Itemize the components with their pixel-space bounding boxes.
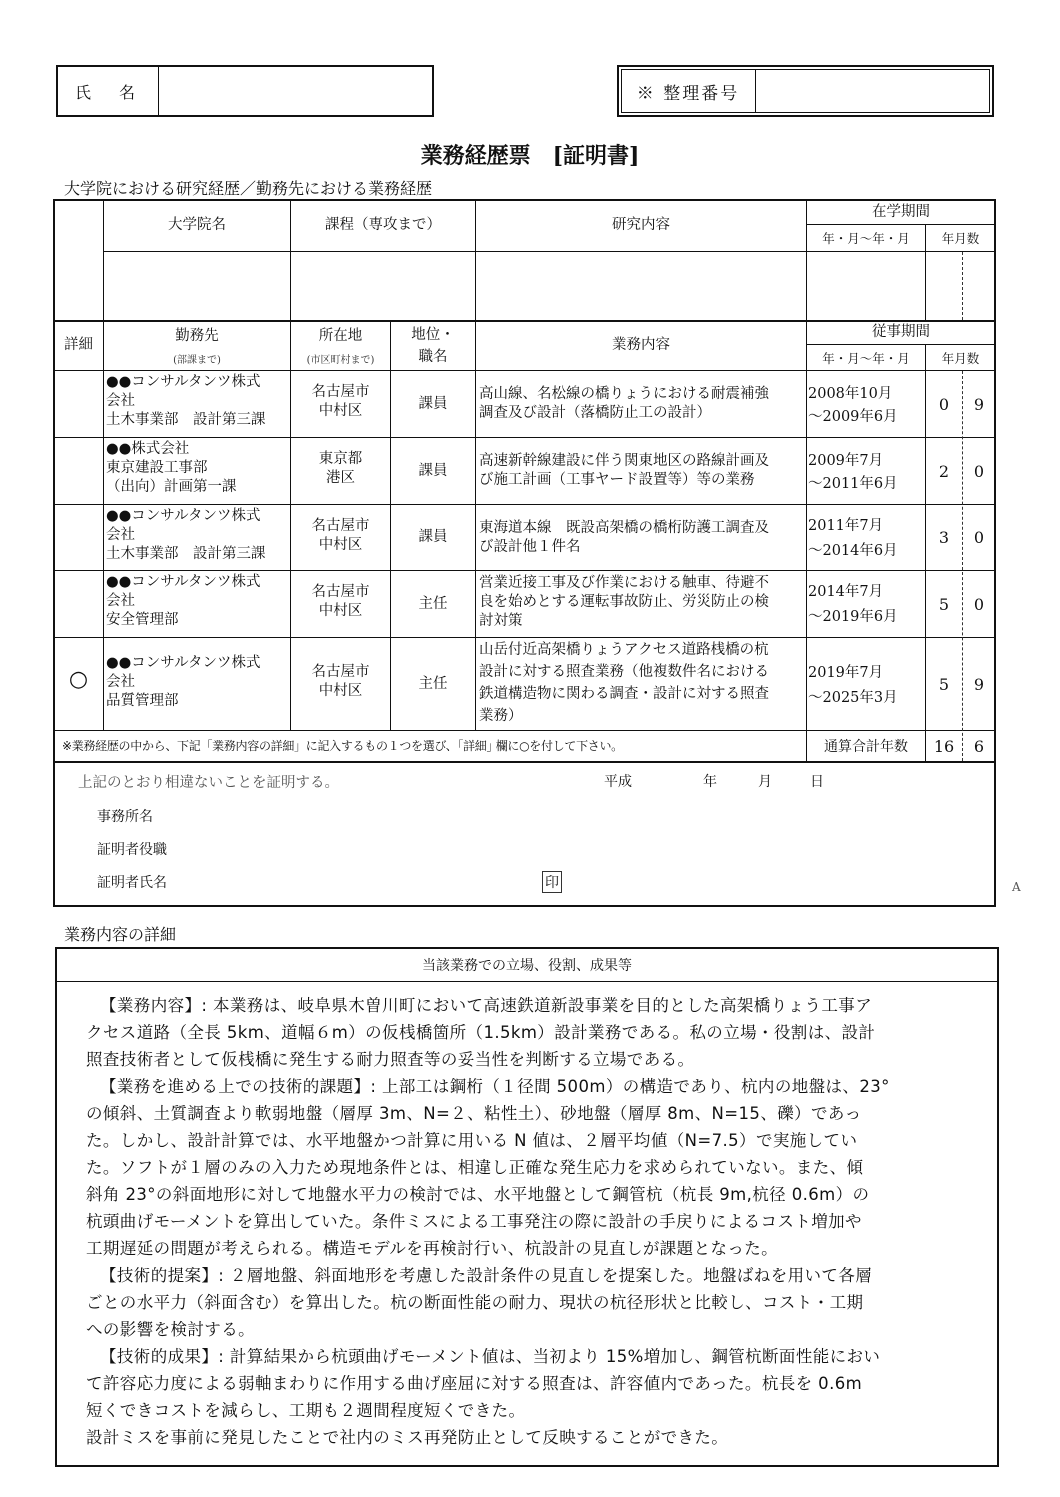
row-years: 2 bbox=[938, 461, 950, 481]
ref-divider bbox=[755, 69, 756, 113]
employer-line: ●●コンサルタンツ株式 bbox=[106, 574, 261, 590]
location-header: 所在地 bbox=[318, 327, 363, 344]
row-content bbox=[479, 641, 805, 726]
details-line: 設計ミスを事前に発見したことで社内のミス再発防止として反映することができた。 bbox=[86, 1428, 729, 1447]
col-position-right bbox=[475, 200, 476, 730]
detail-header: 詳細 bbox=[64, 337, 93, 353]
row-position: 主任 bbox=[418, 595, 448, 612]
name-field[interactable] bbox=[160, 67, 430, 115]
certify-era: 平成 bbox=[604, 774, 632, 790]
row-content bbox=[479, 452, 805, 490]
location-line: 中村区 bbox=[318, 683, 363, 699]
ref-label: ※ 整理番号 bbox=[636, 83, 740, 104]
col-content-right bbox=[806, 200, 807, 761]
details-line: た。しかし、設計計算では、水平地盤かつ計算に用いる N 値は、２層平均値（N=7.5）で実施してい bbox=[86, 1131, 858, 1150]
location-line: 中村区 bbox=[318, 537, 363, 553]
details-line: た。ソフトが１層のみの入力ため現地条件とは、相違し正確な発生応力を求められていない。また、傾 bbox=[86, 1158, 864, 1177]
row-period bbox=[808, 452, 925, 494]
content-line: び施工計画（工事ヤード設置等）等の業務 bbox=[479, 472, 755, 488]
row-months: 9 bbox=[973, 394, 985, 414]
ref-field[interactable] bbox=[757, 71, 987, 111]
location-line: 東京都 bbox=[318, 451, 363, 467]
content-line: 高速新幹線建設に伴う関東地区の路線計画及 bbox=[479, 453, 769, 469]
row-detail-mark[interactable] bbox=[54, 505, 103, 570]
row-location bbox=[291, 663, 390, 701]
grad-range-header: 年・月～年・月 bbox=[822, 231, 910, 246]
details-section-title: 業務内容の詳細 bbox=[64, 925, 177, 944]
period-from: 2011年7月 bbox=[808, 518, 884, 534]
row-location bbox=[291, 383, 390, 421]
row-position: 主任 bbox=[418, 675, 448, 692]
row-content bbox=[479, 519, 805, 557]
content-line: 設計に対する照査業務（他複数件名における bbox=[479, 664, 769, 680]
work-years-header: 年月数 bbox=[941, 350, 980, 366]
content-line: 討対策 bbox=[479, 613, 523, 629]
row2-bottom bbox=[54, 504, 995, 505]
row-years: 0 bbox=[938, 394, 950, 414]
period-from: 2019年7月 bbox=[808, 665, 884, 681]
details-line: 斜角 23°の斜面地形に対して地盤水平力の検討では、水平地盤として鋼管杭（杭長 9m,杭径 0.6m）の bbox=[86, 1185, 870, 1204]
employer-line: ●●コンサルタンツ株式 bbox=[106, 374, 261, 390]
certify-month: 月 bbox=[758, 774, 772, 790]
content-line: 調査及び設計（落橋防止工の設計） bbox=[479, 405, 711, 421]
row-employer bbox=[106, 440, 290, 497]
certify-role-label: 証明者役職 bbox=[97, 842, 167, 858]
employer-line: 土木事業部 設計第三課 bbox=[106, 546, 266, 562]
details-line: 【技術的成果】: 計算結果から杭頭曲げモーメント値は、当初より 15%増加し、鋼管杭断面性能におい bbox=[100, 1347, 881, 1366]
work-range-header: 年・月～年・月 bbox=[822, 350, 910, 366]
row1-bottom bbox=[54, 437, 995, 438]
details-line: ごとの水平力（斜面含む）を算出した。杭の断面性能の耐力、現状の杭径形状と比較し、コスト・工期 bbox=[86, 1293, 864, 1312]
details-header-bottom bbox=[56, 981, 998, 982]
position-header-line1: 地位・ bbox=[411, 326, 455, 343]
employer-line: 会社 bbox=[106, 393, 135, 409]
row-employer bbox=[106, 373, 290, 435]
row-content bbox=[479, 574, 805, 631]
certify-day: 日 bbox=[810, 774, 824, 790]
row-period bbox=[808, 517, 925, 561]
details-line: クセス道路（全長 5km、道幅６m）の仮桟橋箇所（1.5km）設計業務である。私の立場・役割は、設計 bbox=[86, 1023, 876, 1042]
row4-bottom bbox=[54, 637, 995, 638]
location-line: 名古屋市 bbox=[311, 518, 370, 534]
row-detail-mark[interactable] bbox=[54, 438, 103, 504]
details-line: 杭頭曲げモーメントを算出していた。条件ミスによる工事発注の際に設計の手戻りによるコスト増加や bbox=[86, 1212, 862, 1231]
content-line: 鉄道構造物に関わる調査・設計に対する照査 bbox=[479, 686, 769, 702]
employer-line: ●●コンサルタンツ株式 bbox=[106, 508, 261, 524]
details-line: 【業務内容】: 本業務は、岐阜県木曽川町において高速鉄道新設事業を目的とした高架橋りょう工事ア bbox=[100, 996, 873, 1015]
footnote: ※業務経歴の中から、下記「業務内容の詳細」に記入するもの１つを選び、｢詳細｣ 欄に○を付して下さい。 bbox=[62, 739, 623, 753]
employer-line: 安全管理部 bbox=[106, 612, 179, 628]
row-position: 課員 bbox=[418, 462, 448, 479]
location-header-note: (市区町村まで) bbox=[306, 354, 375, 366]
period-to: ～2011年6月 bbox=[808, 476, 898, 492]
row-years: 5 bbox=[938, 594, 950, 614]
total-years: 16 bbox=[933, 736, 955, 756]
row-position: 課員 bbox=[418, 529, 448, 545]
employer-line: （出向）計画第一課 bbox=[106, 479, 237, 495]
row-months: 0 bbox=[973, 528, 985, 547]
employer-header: 勤務先 bbox=[175, 327, 219, 344]
location-line: 中村区 bbox=[318, 603, 363, 619]
content-line: 良を始めとする運転事故防止、労災防止の検 bbox=[479, 594, 769, 610]
row-detail-mark[interactable] bbox=[54, 371, 103, 437]
total-bottom bbox=[54, 761, 995, 763]
employer-line: 会社 bbox=[106, 527, 135, 543]
row-period bbox=[808, 583, 925, 627]
period-to: ～2014年6月 bbox=[808, 543, 898, 559]
content-line: 営業近接工事及び作業における触車、待避不 bbox=[479, 575, 769, 591]
employer-line: 会社 bbox=[106, 674, 135, 690]
work-header-bottom bbox=[54, 370, 995, 371]
grad-research-header: 研究内容 bbox=[612, 217, 670, 233]
employer-header-note: (部課まで) bbox=[173, 354, 221, 366]
position-header-line2: 職名 bbox=[418, 348, 448, 365]
employer-line: 会社 bbox=[106, 593, 135, 609]
total-months: 6 bbox=[973, 736, 985, 756]
details-line: 照査技術者として仮桟橋に発生する耐力照査等の妥当性を判断する立場である。 bbox=[86, 1050, 695, 1069]
details-line: 【技術的提案】: ２層地盤、斜面地形を考慮した設計条件の見直しを提案した。地盤ばねを用いて各層 bbox=[100, 1266, 873, 1285]
location-line: 名古屋市 bbox=[311, 664, 370, 680]
location-line: 名古屋市 bbox=[311, 584, 370, 600]
content-header: 業務内容 bbox=[612, 337, 670, 353]
work-period-header: 従事期間 bbox=[872, 324, 930, 340]
employer-line: ●●株式会社 bbox=[106, 441, 190, 457]
row-location bbox=[291, 517, 390, 555]
row-employer bbox=[106, 507, 290, 564]
period-to: ～2009年6月 bbox=[808, 409, 898, 425]
location-line: 中村区 bbox=[318, 403, 363, 419]
grad-school-header: 大学院名 bbox=[168, 217, 226, 233]
details-line: 工期遅延の問題が考えられる。構造モデルを再検討行い、杭設計の見直しが課題となった。 bbox=[86, 1239, 779, 1258]
seal-mark: 印 bbox=[542, 871, 562, 893]
certify-statement: 上記のとおり相違ないことを証明する。 bbox=[78, 775, 339, 791]
employer-line: 東京建設工事部 bbox=[106, 460, 208, 476]
certify-year: 年 bbox=[703, 774, 717, 790]
row-location bbox=[291, 450, 390, 488]
location-line: 港区 bbox=[326, 470, 355, 486]
row-detail-mark[interactable]: ○ bbox=[68, 666, 89, 692]
certify-name-label: 証明者氏名 bbox=[97, 875, 167, 891]
row-employer bbox=[106, 573, 290, 630]
row-period bbox=[808, 385, 925, 427]
col-detail-right bbox=[103, 200, 104, 730]
row-period bbox=[808, 664, 925, 708]
grad-period-header: 在学期間 bbox=[872, 204, 930, 220]
grad-header-bottom bbox=[104, 251, 995, 252]
content-line: 東海道本線 既設高架橋の橋桁防護工調査及 bbox=[479, 520, 769, 536]
total-label: 通算合計年数 bbox=[824, 739, 908, 755]
content-line: 高山線、名松線の橋りょうにおける耐震補強 bbox=[479, 386, 769, 402]
page-title: 業務経歴票 [証明書] bbox=[420, 142, 640, 169]
details-box-header: 当該業務での立場、役割、成果等 bbox=[422, 958, 632, 974]
details-line: て許容応力度による弱軸まわりに作用する曲げ座屈に対する照査は、許容値内であった。杭長を 0.6m bbox=[86, 1374, 863, 1393]
row-months: 9 bbox=[973, 674, 985, 694]
certify-office-label: 事務所名 bbox=[97, 809, 153, 825]
period-from: 2008年10月 bbox=[808, 386, 893, 402]
grad-years-split bbox=[962, 252, 963, 320]
row-years: 3 bbox=[938, 528, 950, 547]
employer-line: 品質管理部 bbox=[106, 693, 179, 709]
row3-bottom bbox=[54, 570, 995, 571]
details-line: の傾斜、土質調査より軟弱地盤（層厚 3m、N=２、粘性土）、砂地盤（層厚 8m、N=15、礫）であっ bbox=[86, 1104, 862, 1123]
period-from: 2014年7月 bbox=[808, 584, 884, 600]
details-line: への影響を検討する。 bbox=[86, 1320, 255, 1339]
location-line: 名古屋市 bbox=[311, 384, 370, 400]
details-line: 【業務を進める上での技術的課題】: 上部工は鋼桁（１径間 500m）の構造であり、杭内の地盤は、23° bbox=[100, 1077, 890, 1096]
name-divider bbox=[158, 66, 159, 116]
margin-mark: A bbox=[1012, 880, 1021, 894]
grad-course-header: 課程（専攻まで） bbox=[325, 217, 441, 233]
row-years: 5 bbox=[938, 674, 950, 694]
name-label: 氏 名 bbox=[74, 82, 141, 102]
grad-years-header: 年月数 bbox=[941, 231, 980, 246]
content-line: 山岳付近高架橋りょうアクセス道路桟橋の杭 bbox=[479, 642, 769, 658]
content-line: び設計他１件名 bbox=[479, 539, 581, 555]
period-to: ～2025年3月 bbox=[808, 690, 898, 706]
period-to: ～2019年6月 bbox=[808, 609, 898, 625]
history-section-title: 大学院における研究経歴／勤務先における業務経歴 bbox=[64, 179, 433, 198]
row-months: 0 bbox=[973, 594, 985, 614]
row-months: 0 bbox=[973, 461, 985, 481]
row-employer bbox=[106, 654, 290, 711]
employer-line: 土木事業部 設計第三課 bbox=[106, 412, 266, 428]
period-from: 2009年7月 bbox=[808, 453, 884, 469]
employer-line: ●●コンサルタンツ株式 bbox=[106, 655, 261, 671]
row-location bbox=[291, 583, 390, 621]
content-line: 業務） bbox=[479, 708, 523, 724]
row-position: 課員 bbox=[418, 395, 448, 412]
row-content bbox=[479, 385, 805, 423]
details-line: 短くできコストを減らし、工期も２週間程度短くできた。 bbox=[86, 1401, 526, 1420]
row-detail-mark[interactable] bbox=[54, 571, 103, 637]
